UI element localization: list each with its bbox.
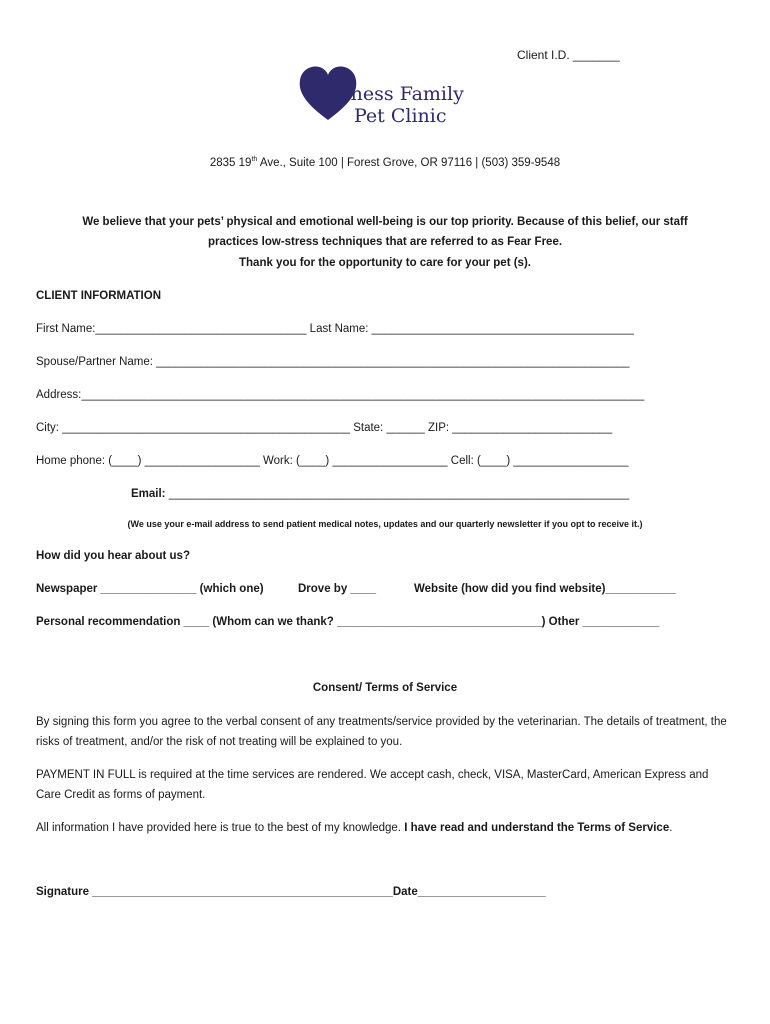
intro-line-1: We believe that your pets’ physical and emotional well-being is our top priority. Because of this belief, our staff [82, 216, 688, 228]
consent-paragraph-1: By signing this form you agree to the verbal consent of any treatments/service provided by the veterinarian. The details of treatment, the risks of treatment, and/or the risk of not treating will be explained to you. [36, 716, 727, 748]
referral-heading: How did you hear about us? [36, 550, 190, 562]
website-option[interactable]: Website (how did you find website)___________ [414, 583, 676, 595]
intro-line-2: practices low-stress techniques that are referred to as Fear Free. [207, 236, 563, 248]
signature-date-field[interactable]: Signature _______________________________________________Date____________________ [36, 886, 546, 898]
clinic-address: 2835 19th Ave., Suite 100 | Forest Grove, OR 97116 | (503) 359-9548 [209, 156, 561, 169]
acknowledgement-paragraph: All information I have provided here is true to the best of my knowledge. I have read and understand the Terms of Service. [36, 822, 673, 834]
consent-heading: Consent/ Terms of Service [312, 682, 458, 694]
name-fields[interactable]: First Name:_________________________________ Last Name: _________________________________________ [36, 323, 634, 335]
drove-by-option[interactable]: Drove by ____ [298, 583, 376, 595]
logo-line-2: Pet Clinic [354, 105, 447, 127]
email-note: (We use your e-mail address to send patient medical notes, updates and our quarterly newsletter if you opt to receive it.) [127, 519, 643, 529]
payment-paragraph: PAYMENT IN FULL is required at the time services are rendered. We accept cash, check, VISA, MasterCard, American Express and Care Credit as forms of payment. [36, 769, 709, 801]
clinic-logo [296, 62, 471, 134]
client-id-field[interactable]: Client I.D. _______ [517, 48, 620, 62]
email-label: Email: [131, 488, 166, 500]
city-state-zip-fields[interactable]: City: _____________________________________________ State: ______ ZIP: _________________________ [36, 422, 613, 434]
intro-line-3: Thank you for the opportunity to care for your pet (s). [239, 257, 531, 269]
address-field[interactable]: Address:________________________________________________________________________________________ [36, 389, 645, 401]
personal-recommendation-option[interactable]: Personal recommendation ____ (Whom can we thank? ________________________________) Other ____________ [36, 616, 660, 628]
client-info-heading: CLIENT INFORMATION [36, 290, 161, 302]
logo-line-1: Kindness Family [306, 83, 464, 105]
phone-fields[interactable]: Home phone: (____) __________________ Work: (____) __________________ Cell: (____) __________________ [36, 455, 629, 467]
spouse-field[interactable]: Spouse/Partner Name: __________________________________________________________________________ [36, 356, 630, 368]
email-field[interactable]: Email: ________________________________________________________________________ [131, 488, 630, 500]
newspaper-option[interactable]: Newspaper _______________ (which one) [36, 583, 264, 595]
